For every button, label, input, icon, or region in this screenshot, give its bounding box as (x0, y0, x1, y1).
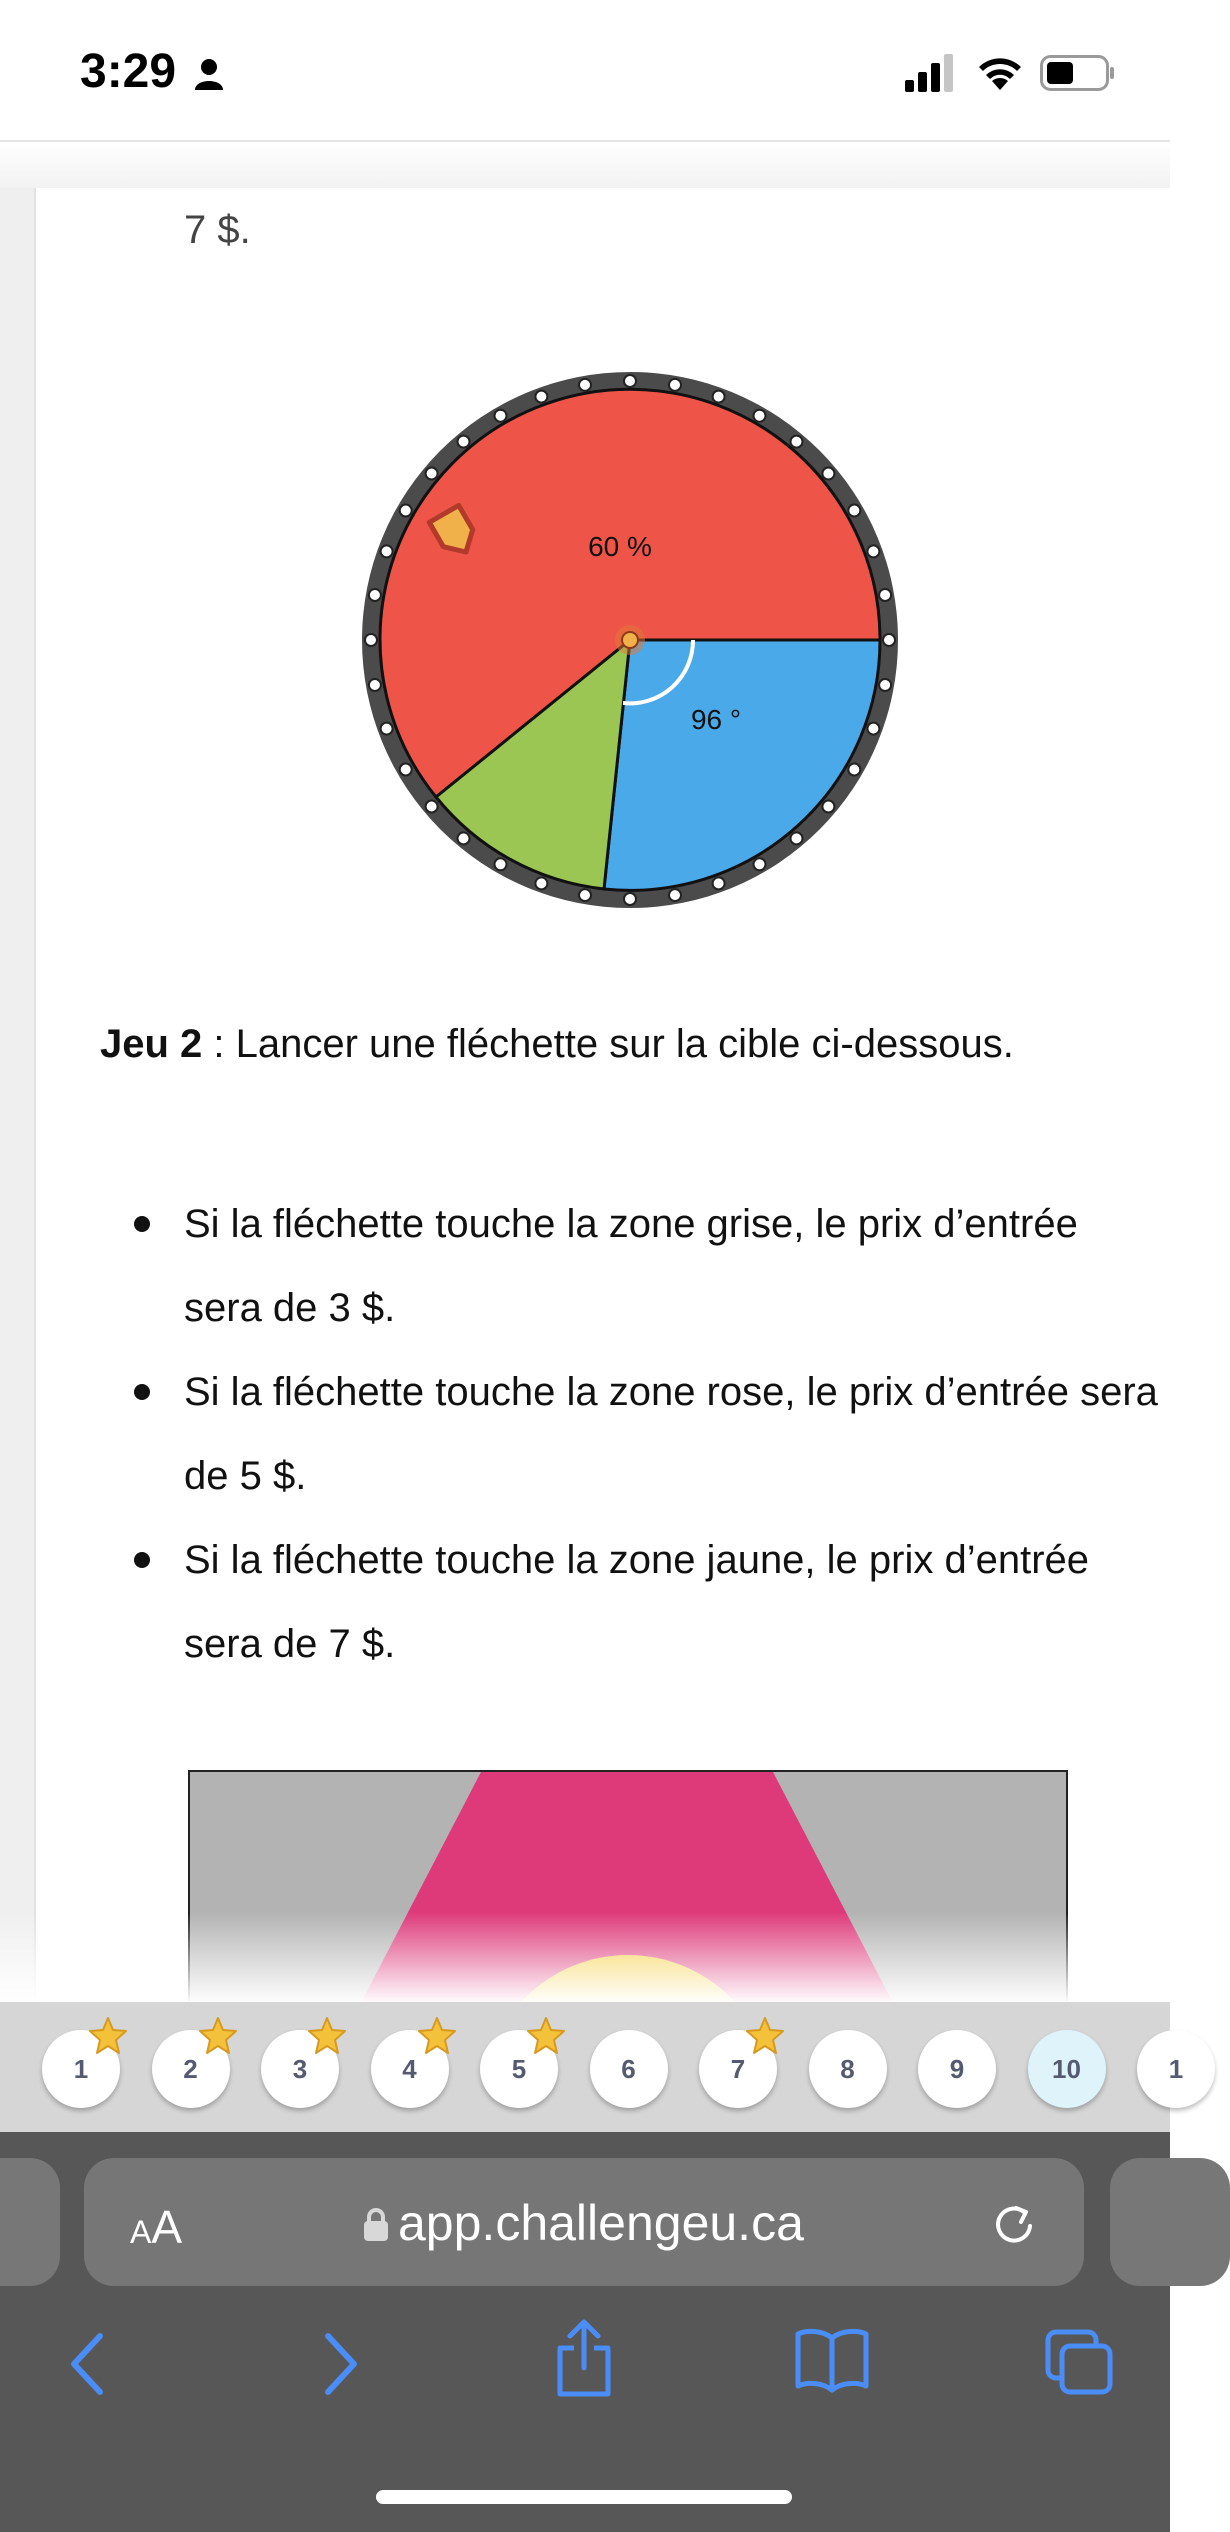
wheel-label-red: 60 % (588, 531, 652, 562)
wheel-rim-dot (369, 679, 381, 691)
wheel-rim-dot (879, 589, 891, 601)
person-icon (194, 58, 224, 90)
browser-toolbar (0, 2132, 1170, 2532)
cellular-signal-icon (905, 54, 957, 92)
wheel-rim-dot (879, 679, 891, 691)
wheel-rim-dot (381, 545, 393, 557)
wheel-rim-dot (579, 379, 591, 391)
wheel-sector-blue (604, 640, 880, 890)
question-number: 8 (840, 2053, 855, 2084)
wheel-rim-dot (669, 889, 681, 901)
wheel-rim-dot (458, 436, 470, 448)
status-bar (0, 0, 1170, 142)
wheel-rim-dot (426, 468, 438, 480)
wheel-rim-dot (426, 801, 438, 813)
wheel-rim-dot (624, 893, 636, 905)
wheel-rim-dot (754, 410, 766, 422)
star-icon (745, 2016, 785, 2056)
game-2-text: : Lancer une fléchette sur la cible ci-dessous. (202, 1022, 1014, 1066)
question-button-8[interactable] (809, 2030, 887, 2108)
question-button-2[interactable] (152, 2030, 230, 2108)
wheel-rim-dot (369, 589, 381, 601)
question-number: 5 (511, 2053, 527, 2084)
rules-list (120, 1182, 1160, 1686)
question-navigator (0, 2002, 1184, 2132)
wheel-rim-dot (535, 391, 547, 403)
wheel-rim-dot (867, 723, 879, 735)
wheel-rim-dot (713, 391, 725, 403)
question-number: 7 (730, 2053, 746, 2084)
question-button-9[interactable] (918, 2030, 996, 2108)
wheel-rim-dot (381, 723, 393, 735)
wheel-rim-dot (822, 468, 834, 480)
chevron-right-icon[interactable] (318, 2328, 362, 2400)
question-button-10[interactable] (1028, 2030, 1106, 2108)
question-number: 1 (73, 2053, 89, 2084)
question-number: 6 (621, 2053, 636, 2084)
question-content (0, 142, 1170, 2002)
chevron-left-icon[interactable] (66, 2328, 110, 2400)
wheel-rim-dot (458, 832, 470, 844)
wheel-rim-dot (822, 801, 834, 813)
question-number: 1 (1168, 2053, 1184, 2084)
question-button-5[interactable] (480, 2030, 558, 2108)
wheel-rim-dot (495, 858, 507, 870)
list-item: Si la fléchette touche la zone grise, le prix d’entrée sera de 3 $. (120, 1182, 1160, 1350)
reader-text-size-button[interactable]: AA (130, 2201, 183, 2253)
star-icon (307, 2016, 347, 2056)
question-button-6[interactable] (590, 2030, 668, 2108)
wheel-rim-dot (791, 436, 803, 448)
wheel-rim-dot (365, 634, 377, 646)
wheel-rim-dot (669, 379, 681, 391)
star-icon (417, 2016, 457, 2056)
wheel-rim-dot (791, 832, 803, 844)
star-icon (198, 2016, 238, 2056)
question-button-11[interactable] (1137, 2030, 1215, 2108)
question-button-1[interactable] (42, 2030, 120, 2108)
wheel-rim-dot (754, 858, 766, 870)
wheel-rim-dot (495, 410, 507, 422)
list-item: Si la fléchette touche la zone jaune, le prix d’entrée sera de 7 $. (120, 1518, 1160, 1686)
wheel-rim-dot (848, 505, 860, 517)
question-button-4[interactable] (371, 2030, 449, 2108)
battery-icon (1040, 55, 1116, 91)
question-button-7[interactable] (699, 2030, 777, 2108)
game-2-instruction (100, 1022, 1014, 1067)
content-top-edge (0, 142, 1170, 188)
star-icon (88, 2016, 128, 2056)
question-number: 2 (183, 2053, 198, 2084)
list-item: Si la fléchette touche la zone rose, le prix d’entrée sera de 5 $. (120, 1350, 1160, 1518)
star-icon (526, 2016, 566, 2056)
wheel-rim-dot (848, 764, 860, 776)
wheel-rim-dot (535, 877, 547, 889)
wheel-rim-dot (883, 634, 895, 646)
wheel-rim-dot (400, 764, 412, 776)
share-icon[interactable] (552, 2318, 616, 2398)
previous-tab-preview[interactable] (0, 2158, 60, 2286)
lock-icon (362, 2206, 390, 2242)
reload-icon[interactable] (990, 2200, 1038, 2248)
book-icon[interactable] (794, 2328, 870, 2392)
wheel-rim-dot (624, 375, 636, 387)
question-number: 3 (292, 2053, 308, 2084)
tabs-icon[interactable] (1044, 2328, 1116, 2396)
wheel-label-angle: 96 ° (690, 704, 742, 735)
game-2-title: Jeu 2 (100, 1022, 203, 1066)
wheel-rim-dot (400, 505, 412, 517)
wheel-rim-dot (579, 889, 591, 901)
previous-text-fragment: 7 $. (184, 208, 251, 252)
question-number: 9 (949, 2053, 965, 2084)
content-left-margin (0, 188, 36, 2088)
next-tab-preview[interactable] (1110, 2158, 1230, 2286)
url-text[interactable]: app.challengeu.ca (398, 2195, 804, 2251)
spinner-wheel (340, 352, 920, 912)
question-number: 10 (1052, 2053, 1081, 2084)
wifi-icon (975, 52, 1025, 90)
wheel-rim-dot (713, 877, 725, 889)
status-time: 3:29 (80, 45, 177, 98)
question-number: 4 (402, 2053, 417, 2084)
home-indicator[interactable] (376, 2490, 792, 2504)
wheel-rim-dot (867, 545, 879, 557)
content-fade (0, 1912, 1170, 2002)
question-button-3[interactable] (261, 2030, 339, 2108)
